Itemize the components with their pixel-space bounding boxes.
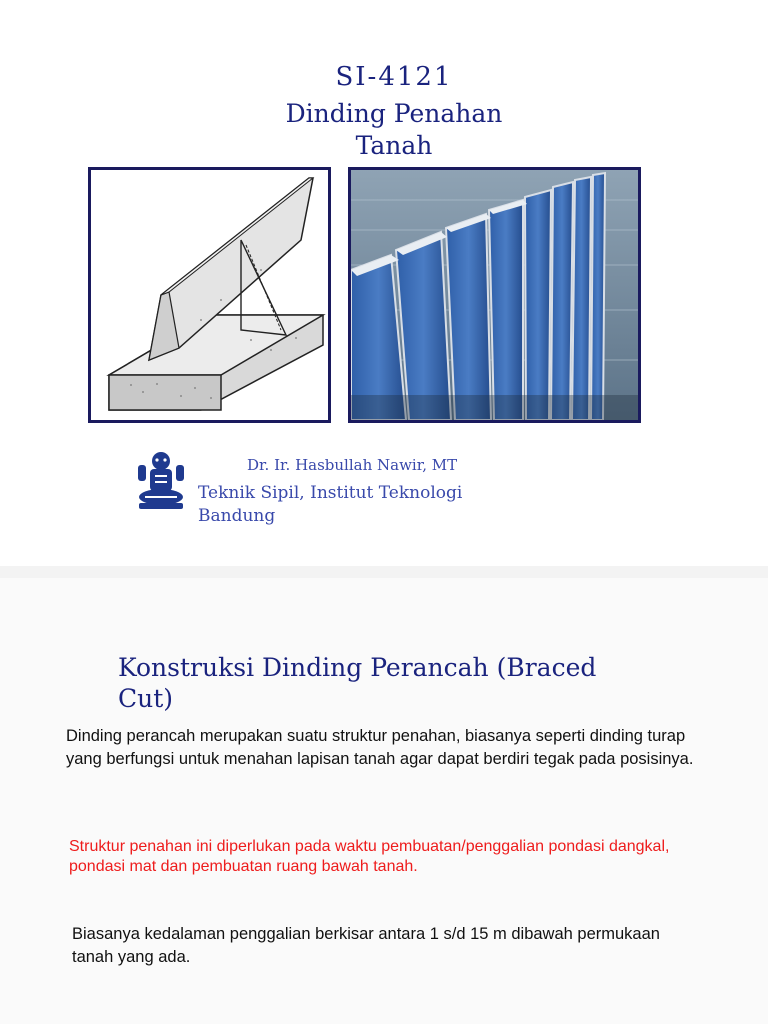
institution-line-2: Bandung [198, 506, 276, 526]
sheet-pile-illustration [351, 170, 638, 420]
sheet-pile-photo [348, 167, 641, 423]
course-title [0, 98, 768, 162]
itb-logo-icon [135, 447, 187, 511]
course-title-line-1: Dinding Penahan [285, 99, 503, 128]
paragraph-usage-highlight: Struktur penahan ini diperlukan pada waktu pembuatan/penggalian pondasi dangkal, pondasi mat dan pembuatan ruang bawah tanah. [69, 838, 670, 875]
section-title-line-1: Konstruksi Dinding Perancah (Braced [118, 653, 597, 682]
retaining-wall-illustration [91, 170, 328, 420]
institution-line-1: Teknik Sipil, Institut Teknologi [198, 483, 463, 503]
paragraph-depth: Biasanya kedalaman penggalian berkisar antara 1 s/d 15 m dibawah permukaan tanah yang ada. [72, 925, 660, 966]
paragraph-definition: Dinding perancah merupakan suatu struktur penahan, biasanya seperti dinding turap yang berfungsi untuk menahan lapisan tanah agar dapat berdiri tegak pada posisinya. [66, 727, 694, 768]
author-name: Dr. Ir. Hasbullah Nawir, MT [247, 456, 458, 474]
slide-divider [0, 566, 768, 578]
institution [198, 482, 538, 528]
section-title [118, 652, 718, 714]
retaining-wall-drawing [88, 167, 331, 423]
section-title-line-2: Cut) [118, 684, 174, 713]
course-title-line-2: Tanah [355, 131, 433, 160]
course-code: SI-4121 [335, 62, 453, 92]
